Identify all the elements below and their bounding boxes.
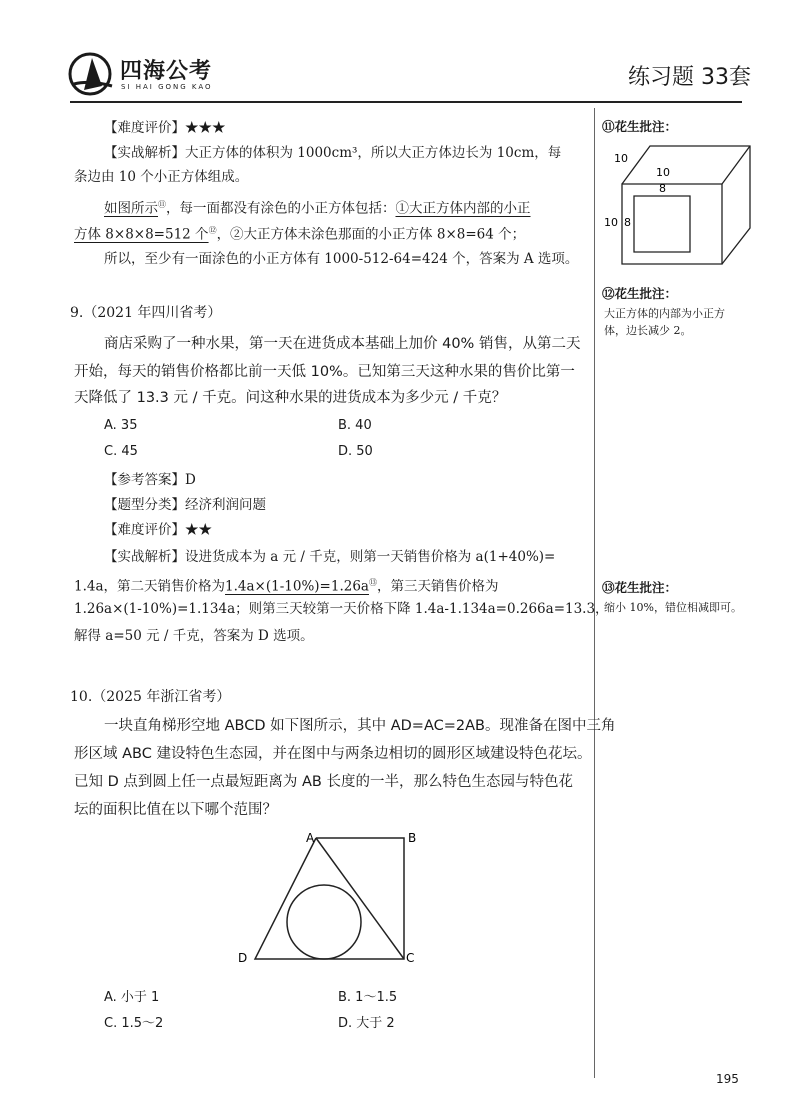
cube-label-top-inner: 10 (656, 166, 670, 179)
header-rule (70, 101, 742, 103)
set-title: 练习题 33套 (628, 65, 751, 90)
q10-stem-line2: 形区域 ABC 建设特色生态园，并在图中与两条边相切的圆形区域建设特色花坛。 (74, 746, 592, 762)
difficulty-stars: ★★★ (185, 120, 226, 136)
label-d: D (238, 951, 248, 965)
q10-option-c: C. 1.5～2 (104, 1016, 164, 1031)
q9-stem-line3: 天降低了 13.3 元 / 千克。问这种水果的进货成本为多少元 / 千克？ (74, 390, 507, 406)
answer-label: 【参考答案】 (104, 472, 185, 488)
text: ①大正方体内部的小正 (395, 200, 531, 217)
text: ，②大正方体未涂色那面的小正方体 8×8=64 个； (216, 226, 526, 243)
note-13-title: ⑬花生批注： (602, 580, 678, 595)
q9-option-b: B. 40 (338, 418, 372, 433)
difficulty-label: 【难度评价】 (104, 522, 185, 538)
prev-analysis-line2: 条边由 10 个小正方体组成。 (74, 169, 249, 185)
page-number: 195 (716, 1072, 739, 1086)
cube-label-inner-top: 8 (659, 182, 666, 195)
logo (68, 50, 116, 96)
type-label: 【题型分类】 (104, 497, 185, 513)
q9-option-c: C. 45 (104, 444, 138, 459)
q9-option-d: D. 50 (338, 444, 373, 459)
q10-option-a: A. 小于 1 (104, 990, 160, 1005)
ref-13: ⑬ (368, 578, 377, 587)
cube-top-side (622, 146, 750, 264)
cube-edge (722, 146, 750, 184)
note-11-title: ⑪花生批注： (602, 119, 678, 134)
label-c: C (406, 951, 415, 965)
type-value: 经济利润问题 (185, 497, 266, 513)
q9-stem-line2: 开始，每天的销售价格都比前一天低 10%。已知第三天这种水果的售价比第一 (74, 364, 575, 380)
prev-difficulty (104, 117, 226, 139)
ref-11: ⑪ (158, 200, 166, 209)
text: 如图所示 (104, 200, 158, 217)
note-13-body: 缩小 10%，错位相减即可。 (604, 601, 742, 614)
diagonal-ac (316, 838, 404, 959)
q10-stem-line4: 坛的面积比值在以下哪个范围？ (74, 802, 277, 818)
brand-name: 四海公考 (120, 59, 213, 84)
q9-analysis-line2 (74, 572, 498, 598)
q9-answer (104, 469, 196, 491)
note-12-title: ⑫花生批注： (602, 286, 678, 301)
q10-option-b: B. 1～1.5 (338, 990, 398, 1005)
text: 设进货成本为 a 元 / 千克，则第一天销售价格为 a(1+40%)= (185, 549, 556, 565)
note-11-cube-figure (604, 140, 764, 270)
label-a: A (306, 831, 315, 845)
prev-analysis-line5: 所以，至少有一面涂色的小正方体有 1000-512-64=424 个，答案为 A 选项。 (104, 251, 579, 267)
q10-stem-line1: 一块直角梯形空地 ABCD 如下图所示，其中 AD=AC=2AB。现准备在图中三角 (104, 718, 616, 734)
brand-subtitle: SI HAI GONG KAO (121, 83, 213, 91)
text: 大正方体的体积为 1000cm³，所以大正方体边长为 10cm，每 (185, 145, 562, 161)
answer-value: D (185, 472, 196, 488)
inscribed-circle (287, 885, 361, 959)
cube-inner-square (634, 196, 690, 252)
label-b: B (408, 831, 417, 845)
analysis-label: 【实战解析】 (104, 549, 185, 565)
text: 方体 8×8×8=512 个 (74, 226, 209, 243)
q10-stem-line3: 已知 D 点到圆上任一点最短距离为 AB 长度的一半，那么特色生态园与特色花 (74, 774, 573, 790)
q9-header: 9.（2021 年四川省考） (70, 305, 222, 321)
prev-analysis-line4 (74, 220, 525, 246)
cube-label-left-inner: 8 (624, 216, 631, 229)
q9-analysis-line1 (104, 546, 555, 568)
text: ，第三天销售价格为 (376, 578, 499, 595)
cube-label-top-left: 10 (614, 152, 628, 165)
analysis-label: 【实战解析】 (104, 145, 185, 161)
prev-analysis-line1 (104, 142, 561, 164)
q9-analysis-line4: 解得 a=50 元 / 千克，答案为 D 选项。 (74, 628, 314, 644)
q9-difficulty (104, 519, 212, 541)
q9-stem-line1: 商店采购了一种水果，第一天在进货成本基础上加价 40% 销售，从第二天 (104, 336, 581, 352)
text: 1.4a×(1-10%)=1.26a (225, 578, 369, 595)
q10-figure (230, 828, 430, 978)
q9-analysis-line3: 1.26a×(1-10%)=1.134a；则第三天较第一天价格下降 1.4a-1.134a=0.266a=13.3， (74, 601, 609, 617)
text: 1.4a，第二天销售价格为 (74, 578, 226, 595)
note-12-line1: 大正方体的内部为小正方 (604, 307, 725, 320)
note-12-line2: 体，边长减少 2。 (604, 324, 692, 337)
prev-analysis-line3 (104, 194, 531, 220)
text: ，每一面都没有涂色的小正方体包括： (166, 200, 396, 217)
ref-12: ⑫ (208, 226, 217, 235)
difficulty-label: 【难度评价】 (104, 120, 185, 136)
q9-option-a: A. 35 (104, 418, 138, 433)
difficulty-stars: ★★ (185, 522, 212, 538)
column-divider (594, 108, 595, 1078)
q9-type (104, 494, 266, 516)
logo-icon (68, 50, 116, 96)
cube-label-left-outer: 10 (604, 216, 618, 229)
q10-header: 10.（2025 年浙江省考） (70, 689, 231, 705)
q10-option-d: D. 大于 2 (338, 1016, 395, 1031)
